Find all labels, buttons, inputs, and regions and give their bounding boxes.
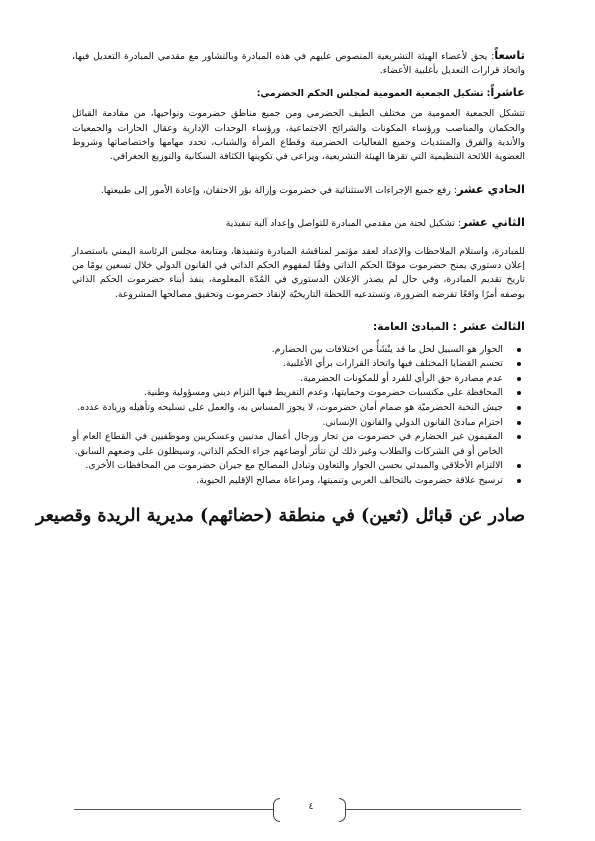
item-twelfth-heading-line [72, 215, 525, 231]
bullet-icon [517, 377, 521, 381]
principle-text: احترام مبادئ القانون الدولي والقانون الإنساني. [322, 416, 503, 428]
page-number: ٤ [308, 802, 314, 812]
principles-list [72, 343, 525, 489]
principle-item [72, 386, 503, 401]
item-tenth-label: عاشراً [490, 84, 525, 99]
bullet-icon [517, 435, 521, 439]
principle-text: المقيمون غير الحضارم في حضرموت من تجار ورجال أعمال مدنيين وعسكريين وموظفيين في القطاع العام أو الخاص أو في الشركات والطلاب وغير ذلك لن تتأثر أوضاعهم جراء الحكم الذاتي، وسيظلون على وضعهم السابق. [72, 431, 503, 457]
principle-item [72, 343, 503, 358]
item-thirteenth-heading-line [72, 319, 525, 334]
principle-text: جيش النخبة الحضرميّة هو صمام أمان حضرموت، لا يجوز المساس به، والعمل على تسليحه وتأهيله وزيادة عدده. [77, 402, 503, 414]
item-tenth-text: تتشكل الجمعية العمومية من مختلف الطيف الحضرمي ومن جميع مناطق حضرموت ونواحيها، من مقادمة القبائل والحكمان والمناصب ورؤساء المكونات والشرائح الاجتماعية، ورؤساء الوحدات الإدارية وعقال الحارات والجمعيات والأندية والفرق والمنتديات وجميع الفعاليات الحضرمية وقطاع المرأة والشباب، تحدد مهامها واختصاصاتها وشروط العضوية اللائحة التنظيمية التي تقرها الهيئة التشريعية، ويراعى في تكوينها الكثافة السكانية والتوزيع الجغرافي. [72, 108, 525, 163]
page-footer [74, 798, 521, 822]
item-tenth-heading-line [72, 85, 525, 101]
item-twelfth-label: الثاني عشر [461, 215, 525, 230]
principle-item [72, 416, 503, 431]
item-twelfth-text: للمبادرة، واستلام الملاحظات والإعداد لعقد مؤتمر لمناقشة المبادرة وتنفيذها، ومتابعة مجلس الرئاسة اليمني باستصدار إعلان دستوري يمنح حضرموت موقتًا الحكم الذاتي وفقًا لمفهوم الحكم الذاتي في القانون الدولي خلال تسعين يومًا من تاريخ تقديم المبادرة، وفي حال لم يصدر الإعلان الدستوري في المُدّة المعلومة، ينفذ أبناء حضرموت الحكم الذاتي بوصفه أمرًا واقعًا تفرضه الضرورة، وتستدعيه اللحظة التاريخيّة لإنقاذ حضرموت وتحقيق مصالحها المشروعة. [72, 245, 525, 300]
principle-item [72, 430, 503, 459]
principle-text: المحافظة على مكتسبات حضرموت وحمايتها، وعدم التفريط فيها التزام ديني ومسؤولية وطنية. [143, 387, 503, 399]
bullet-icon [517, 362, 521, 366]
document-body [35, 48, 525, 527]
principle-item [72, 357, 503, 372]
bullet-icon [517, 421, 521, 425]
item-tenth-heading: : تشكيل الجمعية العمومية لمجلس الحكم الحضرمي: [256, 87, 491, 99]
bullet-icon [517, 406, 521, 410]
item-ninth-text: : يحق لأعضاء الهيئة التشريعية المنصوص عليهم في هذه المبادرة وبالتشاور مع مقدمي المبادرة التعديل فيها، واتخاذ قرارات التعديل بأغلبية الأعضاء. [72, 51, 525, 77]
principle-item [72, 372, 503, 387]
principle-text: عدم مصادرة حق الرأي للفرد أو للمكونات الحضرمية. [300, 372, 503, 384]
footer-bracket-left [273, 798, 280, 822]
item-eleventh [72, 182, 525, 198]
bullet-icon [517, 479, 521, 483]
bullet-icon [517, 464, 521, 468]
principle-text: تحسم القضايا المختلف فيها واتخاذ القرارات برأي الأغلبية. [282, 358, 503, 370]
item-thirteenth-heading: : المبادئ العامة: [373, 321, 461, 334]
issued-by-statement: صادر عن قبائل (ثعين) في منطقة (حضائهم) مديرية الريدة وقصيعر [35, 505, 525, 526]
principle-text: ترسيخ علاقة حضرموت بالتحالف العربي وتنميتها، ومراعاة مصالح الإقليم الحيوية. [196, 475, 503, 487]
principle-item [72, 459, 503, 474]
item-eleventh-text: : رفع جميع الإجراءات الاستثنائية في حضرموت وإزالة بؤر الاحتقان، وإعادة الأمور إلى طبيعتها. [100, 184, 457, 196]
footer-bracket-right [339, 798, 346, 822]
item-eleventh-label: الحادي عشر [456, 181, 525, 196]
principle-item [72, 401, 503, 416]
footer-rule-right [345, 809, 521, 810]
item-ninth [72, 48, 525, 79]
footer-rule-left [74, 809, 274, 810]
principle-item [72, 474, 503, 489]
item-thirteenth-label: الثالث عشر [460, 319, 525, 334]
principle-text: الحوار هو السبيل لحل ما قد ينْشَأُ من اختلافات بين الحضارم. [271, 343, 503, 355]
bullet-icon [517, 348, 521, 352]
item-ninth-label: تاسعاً [494, 48, 525, 62]
item-twelfth-heading: : تشكيل لجنة من مقدمي المبادرة للتواصل وإعداد آلية تنفيذية [225, 218, 462, 230]
principle-text: الالتزام الأخلاقي والمبدئي بحسن الجوار والتعاون وتبادل المصالح مع جيران حضرموت من المحافظات الأخرى. [85, 460, 503, 472]
bullet-icon [517, 391, 521, 395]
